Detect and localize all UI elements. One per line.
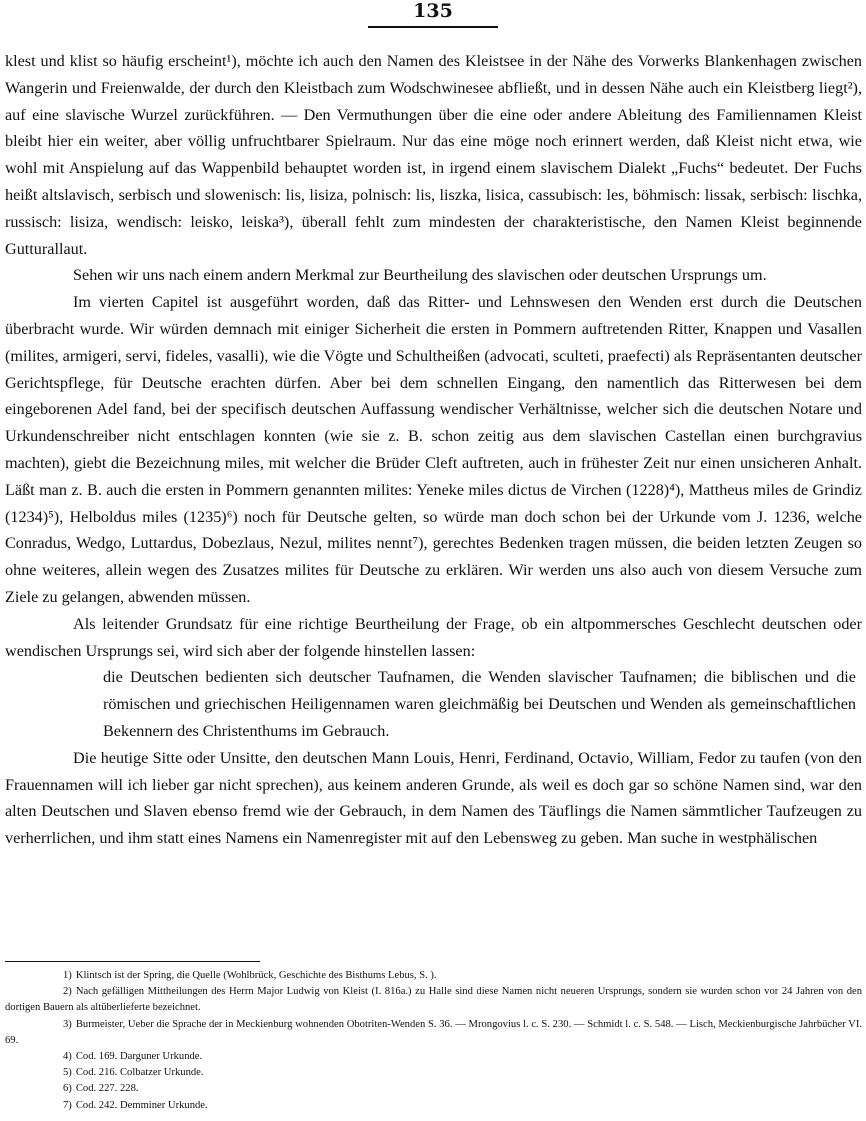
footnote-text: Cod. 242. Demminer Urkunde.	[75, 1099, 208, 1111]
footnote-mark: 7)	[63, 1099, 72, 1111]
paragraph: Im vierten Capitel ist ausgeführt worden, daß das Ritter- und Lehnswesen den Wenden erst durch die Deutschen überbracht wurde. Wir würden demnach mit einiger Sicherheit die ersten in Pommern auftretenden Ritter, Knappen und Vasallen (milites, armigeri, servi, fideles, vasalli), wie die Vögte und Schultheißen (advocati, sculteti, praefecti) als Repräsentanten deutscher Gerichtspflege, für Deutsche erachten dürfen. Aber bei dem schnellen Eingang, den namentlich das Ritterwesen bei dem eingeborenen Adel fand, bei der specifisch deutschen Auffassung wendischer Verhältnisse, welcher sich die deutschen Notare und Urkundenschreiber nicht entschlagen konnten (wie sie z. B. schon zeitig aus dem slavischen Castellan einen burchgravius machten), giebt die Bezeichnung miles, mit welcher die Brüder Cleft auftreten, auch in frühester Zeit nur einen unsicheren Anhalt. Läßt man z. B. auch die ersten in Pommern genannten milites: Yeneke miles dictus de Virchen (1228)⁴), Mattheus miles de Grindiz (1234)⁵), Helboldus miles (1235)⁶) noch für Deutsche gelten, so würde man doch schon bei der Urkunde vom J. 1236, welche Conradus, Wedgo, Luttardus, Dobezlaus, Nezul, milites nennt⁷), gerechtes Bedenken tragen müssen, die beiden letzten Zeugen so ohne weiteres, allein wegen des Zusatzes milites für Deutsche zu erklären. Wir werden uns also auch von diesem Versuche zum Ziele zu gelangen, abwenden müssen.	[5, 293, 862, 606]
paragraph: klest und klist so häufig erscheint¹), möchte ich auch den Namen des Kleistsee in der Nähe des Vorwerks Blankenhagen zwischen Wangerin und Freienwalde, der durch den Kleistbach zum Wodschwinesee abfließt, und in dessen Nähe auch ein Kleistberg liegt²), auf eine slavische Wurzel zurückführen. — Den Vermuthungen über die eine oder andere Ableitung des Familiennamen Kleist bleibt hier ein weiter, aber völlig unfruchtbarer Spielraum. Nur das eine möge noch erinnert werden, daß Kleist nicht etwa, wie wohl mit Anspielung auf das Wappenbild behauptet worden ist, in irgend einem slavischem Dialekt „Fuchs“ bedeutet. Der Fuchs heißt altslavisch, serbisch und slowenisch: lis, lisiza, polnisch: lis, liszka, lisica, cassubisch: les, böhmisch: lissak, serbisch: lischka, russisch: lisiza, wendisch: leisko, leiska³), überall fehlt zum mindesten der charakteristische, den Namen Kleist beginnende Gutturallaut.	[5, 52, 862, 258]
footnote-text: Cod. 169. Darguner Urkunde.	[75, 1051, 203, 1063]
footnote-mark: 1)	[63, 970, 72, 981]
header-rule	[368, 26, 498, 28]
body-text	[5, 48, 862, 852]
footnote	[5, 1049, 862, 1065]
footnote-mark: 5)	[63, 1067, 72, 1079]
block-quote: die Deutschen bedienten sich deutscher Taufnamen, die Wenden slavischer Taufnamen; die biblischen und die römischen und griechischen Heiligennamen waren gleichmäßig bei Deutschen und Wenden als gemeinschaftlichen Bekennern des Christenthums im Gebrauch.	[103, 668, 856, 740]
paragraph: Die heutige Sitte oder Unsitte, den deutschen Mann Louis, Henri, Ferdinand, Octavio, William, Fedor zu taufen (von den Frauennamen will ich lieber gar nicht sprechen), aus keinem anderen Grunde, als weil es doch gar so schöne Namen sind, war den alten Deutschen und Slaven ebenso fremd wie der Gebrauch, in dem Namen des Täuflings die Namen sämmtlicher Taufzeugen zu verherrlichen, und ihm statt eines Namens ein Namenregister mit auf den Lebensweg zu geben. Man suche in westphälischen	[5, 748, 862, 848]
footnote	[5, 1017, 862, 1049]
footnote-text: Cod. 216. Colbatzer Urkunde.	[75, 1067, 204, 1079]
page-number: 135	[413, 0, 453, 22]
footnotes	[5, 968, 862, 1114]
paragraph: Sehen wir uns nach einem andern Merkmal zur Beurtheilung des slavischen oder deutschen Ursprungs um.	[73, 266, 767, 285]
footnote-text: Cod. 227. 228.	[75, 1083, 139, 1095]
footnote-mark: 2)	[63, 986, 72, 998]
footnote-text: Klintsch ist der Spring, die Quelle (Wohlbrück, Geschichte des Bisthums Lebus, S. ).	[75, 970, 437, 981]
footnote	[5, 968, 862, 984]
footnote	[5, 1098, 862, 1114]
footnote	[5, 1065, 862, 1081]
footnote	[5, 984, 862, 1016]
footnote-text: Nach gefälligen Mittheilungen des Herrn Major Ludwig von Kleist (I. 816a.) zu Halle sind diese Namen nicht neueren Ursprungs, sondern sie wurden schon vor 24 Jahren von den dortigen Bauern als altüberlieferte bezeichnet.	[5, 986, 862, 1014]
footnote	[5, 1081, 862, 1097]
paragraph: Als leitender Grundsatz für eine richtige Beurtheilung der Frage, ob ein altpommersches Geschlecht deutschen oder wendischen Ursprungs sei, wird sich aber der folgende hinstellen lassen:	[5, 614, 862, 660]
footnote-rule	[5, 961, 260, 962]
footnote-mark: 6)	[63, 1083, 72, 1095]
footnote-mark: 3)	[63, 1018, 72, 1030]
footnote-text: Burmeister, Ueber die Sprache der in Meckienburg wohnenden Obotriten-Wenden S. 36. — Mrongovius l. c. S. 230. — Schmidt l. c. S. 548. — Lisch, Meckienburgische Jahrbücher VI. 69.	[5, 1018, 862, 1046]
footnote-mark: 4)	[63, 1051, 72, 1063]
